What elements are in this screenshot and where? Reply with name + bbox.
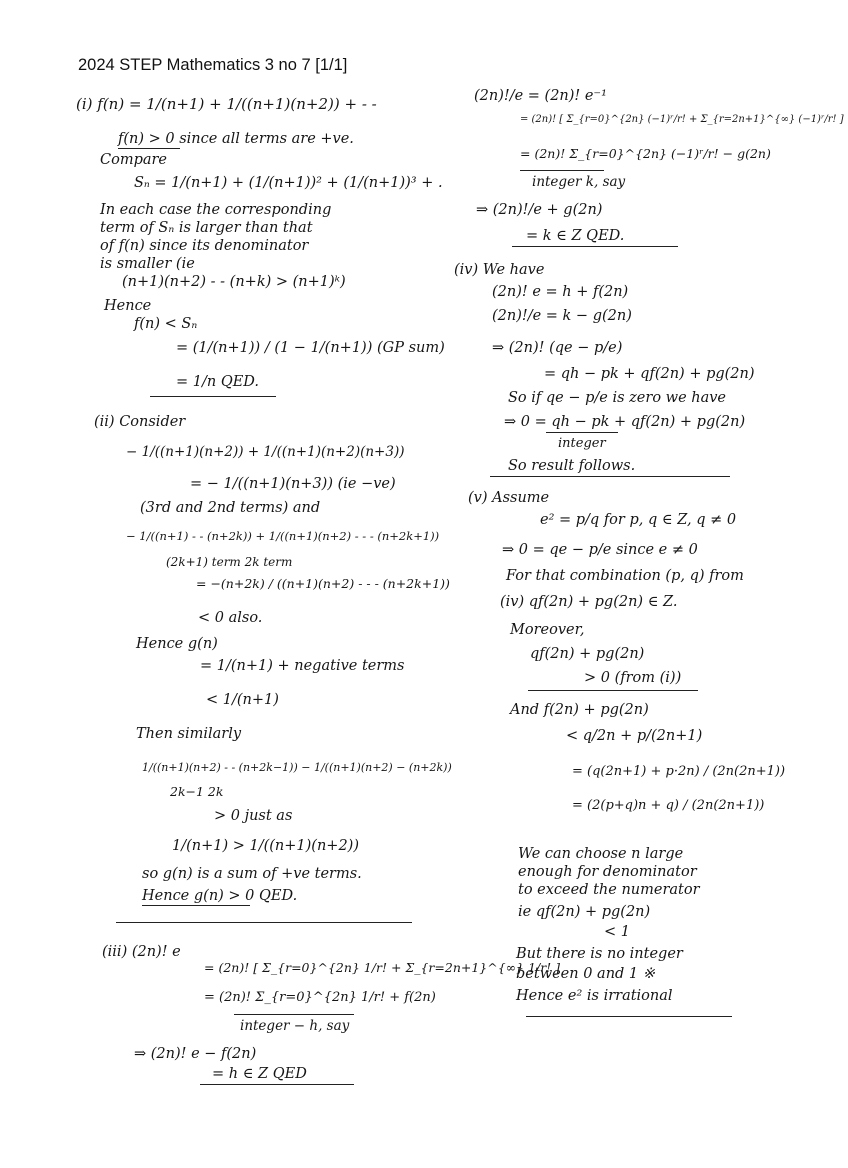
handwritten-line: And f(2n) + pg(2n) <box>510 702 649 718</box>
handwritten-line: of f(n) since its denominator <box>100 238 309 254</box>
underline <box>142 905 250 906</box>
handwritten-line: so g(n) is a sum of +ve terms. <box>142 866 362 882</box>
handwritten-line: = (2n)! [ Σ_{r=0}^{2n} (−1)ʳ/r! + Σ_{r=2n+1}^{∞} (−1)ʳ/r! ] <box>520 114 844 125</box>
handwritten-line: enough for denominator <box>518 864 697 880</box>
handwritten-line: 1/((n+1)(n+2) - - (n+2k−1)) − 1/((n+1)(n+2) − (n+2k)) <box>142 761 452 774</box>
handwritten-line: (iii) (2n)! e <box>102 944 181 960</box>
handwritten-line: 2k−1 2k <box>170 784 224 799</box>
handwritten-line: > 0 (from (i)) <box>584 670 682 686</box>
handwritten-line: (2n)!/e = (2n)! e⁻¹ <box>474 88 607 104</box>
handwritten-line: < 1 <box>604 924 630 940</box>
handwritten-line: So if qe − p/e is zero we have <box>508 390 727 406</box>
section-divider <box>512 246 678 247</box>
handwritten-line: = (2n)! [ Σ_{r=0}^{2n} 1/r! + Σ_{r=2n+1}^{∞} 1/r! ] <box>204 960 561 975</box>
handwritten-line: = (2(p+q)n + q) / (2n(2n+1)) <box>572 798 765 813</box>
handwritten-line: Sₙ = 1/(n+1) + (1/(n+1))² + (1/(n+1))³ + . <box>134 175 443 191</box>
handwritten-line: Hence e² is irrational <box>516 988 673 1004</box>
handwritten-line: (iv) qf(2n) + pg(2n) ∈ Z. <box>500 594 678 610</box>
underline <box>528 690 698 691</box>
handwritten-line: So result follows. <box>508 458 636 474</box>
handwritten-line: to exceed the numerator <box>518 882 700 898</box>
handwritten-line: integer k, say <box>532 174 626 190</box>
handwritten-line: 1/(n+1) > 1/((n+1)(n+2)) <box>172 838 359 854</box>
handwritten-line: In each case the corresponding <box>100 202 332 218</box>
handwritten-line: < q/2n + p/(2n+1) <box>566 728 703 744</box>
handwritten-line: integer − h, say <box>240 1018 350 1034</box>
handwritten-line: = −(n+2k) / ((n+1)(n+2) - - - (n+2k+1)) <box>196 576 450 591</box>
underline <box>234 1014 354 1015</box>
page-title: 2024 STEP Mathematics 3 no 7 [1/1] <box>78 56 348 74</box>
handwritten-line: = − 1/((n+1)(n+3)) (ie −ve) <box>190 476 396 492</box>
handwritten-line: − 1/((n+1) - - (n+2k)) + 1/((n+1)(n+2) - - - (n+2k+1)) <box>126 529 440 543</box>
section-divider <box>150 396 276 397</box>
handwritten-line: ⇒ 0 = qh − pk + qf(2n) + pg(2n) <box>504 414 746 430</box>
handwritten-line: = (2n)! Σ_{r=0}^{2n} (−1)ʳ/r! − g(2n) <box>520 146 771 161</box>
handwritten-line: ⇒ 0 = qe − p/e since e ≠ 0 <box>502 542 698 558</box>
handwritten-line: = (1/(n+1)) / (1 − 1/(n+1)) (GP sum) <box>176 340 445 356</box>
handwritten-line: Moreover, <box>510 622 585 638</box>
handwritten-line: ⇒ (2n)!/e + g(2n) <box>476 202 603 218</box>
handwritten-line: (2n)! e = h + f(2n) <box>492 284 629 300</box>
handwritten-line: (2n)!/e = k − g(2n) <box>492 308 632 324</box>
handwritten-line: is smaller (ie <box>100 256 195 272</box>
handwritten-line: For that combination (p, q) from <box>506 568 744 584</box>
underline <box>546 432 618 433</box>
handwritten-line: = qh − pk + qf(2n) + pg(2n) <box>544 366 755 382</box>
handwritten-line: term of Sₙ is larger than that <box>100 220 313 236</box>
handwritten-line: = 1/n QED. <box>176 374 260 390</box>
right-column <box>448 0 848 1168</box>
section-divider <box>116 922 412 923</box>
handwritten-line: ie qf(2n) + pg(2n) <box>518 904 651 920</box>
handwritten-line: We can choose n large <box>518 846 684 862</box>
handwritten-line: = h ∈ Z QED <box>212 1066 307 1082</box>
handwritten-line: ⇒ (2n)! (qe − p/e) <box>492 340 623 356</box>
handwritten-line: But there is no integer <box>516 946 683 962</box>
section-divider <box>526 1016 732 1017</box>
handwritten-line: > 0 just as <box>214 808 293 824</box>
handwritten-line: Hence g(n) <box>136 636 218 652</box>
handwritten-line: = k ∈ Z QED. <box>526 228 625 244</box>
handwritten-line: ⇒ (2n)! e − f(2n) <box>134 1046 257 1062</box>
handwritten-line: f(n) < Sₙ <box>134 316 198 332</box>
handwritten-line: between 0 and 1 ※ <box>516 966 655 982</box>
underline <box>520 170 604 171</box>
handwritten-line: Compare <box>100 152 168 168</box>
section-divider <box>490 476 730 477</box>
handwritten-line: = 1/(n+1) + negative terms <box>200 658 405 674</box>
handwritten-line: (ii) Consider <box>94 414 186 430</box>
handwritten-line: Hence <box>104 298 152 314</box>
section-divider <box>200 1084 354 1085</box>
handwritten-line: (2k+1) term 2k term <box>166 555 293 569</box>
handwritten-line: integer <box>558 436 606 451</box>
handwritten-line: (iv) We have <box>454 262 545 278</box>
handwritten-line: qf(2n) + pg(2n) <box>530 646 645 662</box>
handwritten-line: f(n) > 0 since all terms are +ve. <box>118 131 354 147</box>
handwritten-line: e² = p/q for p, q ∈ Z, q ≠ 0 <box>540 512 737 528</box>
handwritten-line: − 1/((n+1)(n+2)) + 1/((n+1)(n+2)(n+3)) <box>126 444 405 460</box>
handwritten-line: (v) Assume <box>468 490 550 506</box>
handwritten-line: (n+1)(n+2) - - (n+k) > (n+1)ᵏ) <box>122 274 346 290</box>
handwritten-line: (3rd and 2nd terms) and <box>140 500 321 516</box>
handwritten-line: Then similarly <box>136 726 242 742</box>
handwritten-line: Hence g(n) > 0 QED. <box>142 888 298 904</box>
handwritten-line: = (q(2n+1) + p·2n) / (2n(2n+1)) <box>572 764 786 779</box>
handwritten-line: = (2n)! Σ_{r=0}^{2n} 1/r! + f(2n) <box>204 990 436 1005</box>
handwritten-line: (i) f(n) = 1/(n+1) + 1/((n+1)(n+2)) + - - <box>76 95 377 113</box>
handwritten-line: < 0 also. <box>198 610 263 626</box>
handwritten-line: < 1/(n+1) <box>206 692 279 708</box>
underline <box>118 148 180 149</box>
